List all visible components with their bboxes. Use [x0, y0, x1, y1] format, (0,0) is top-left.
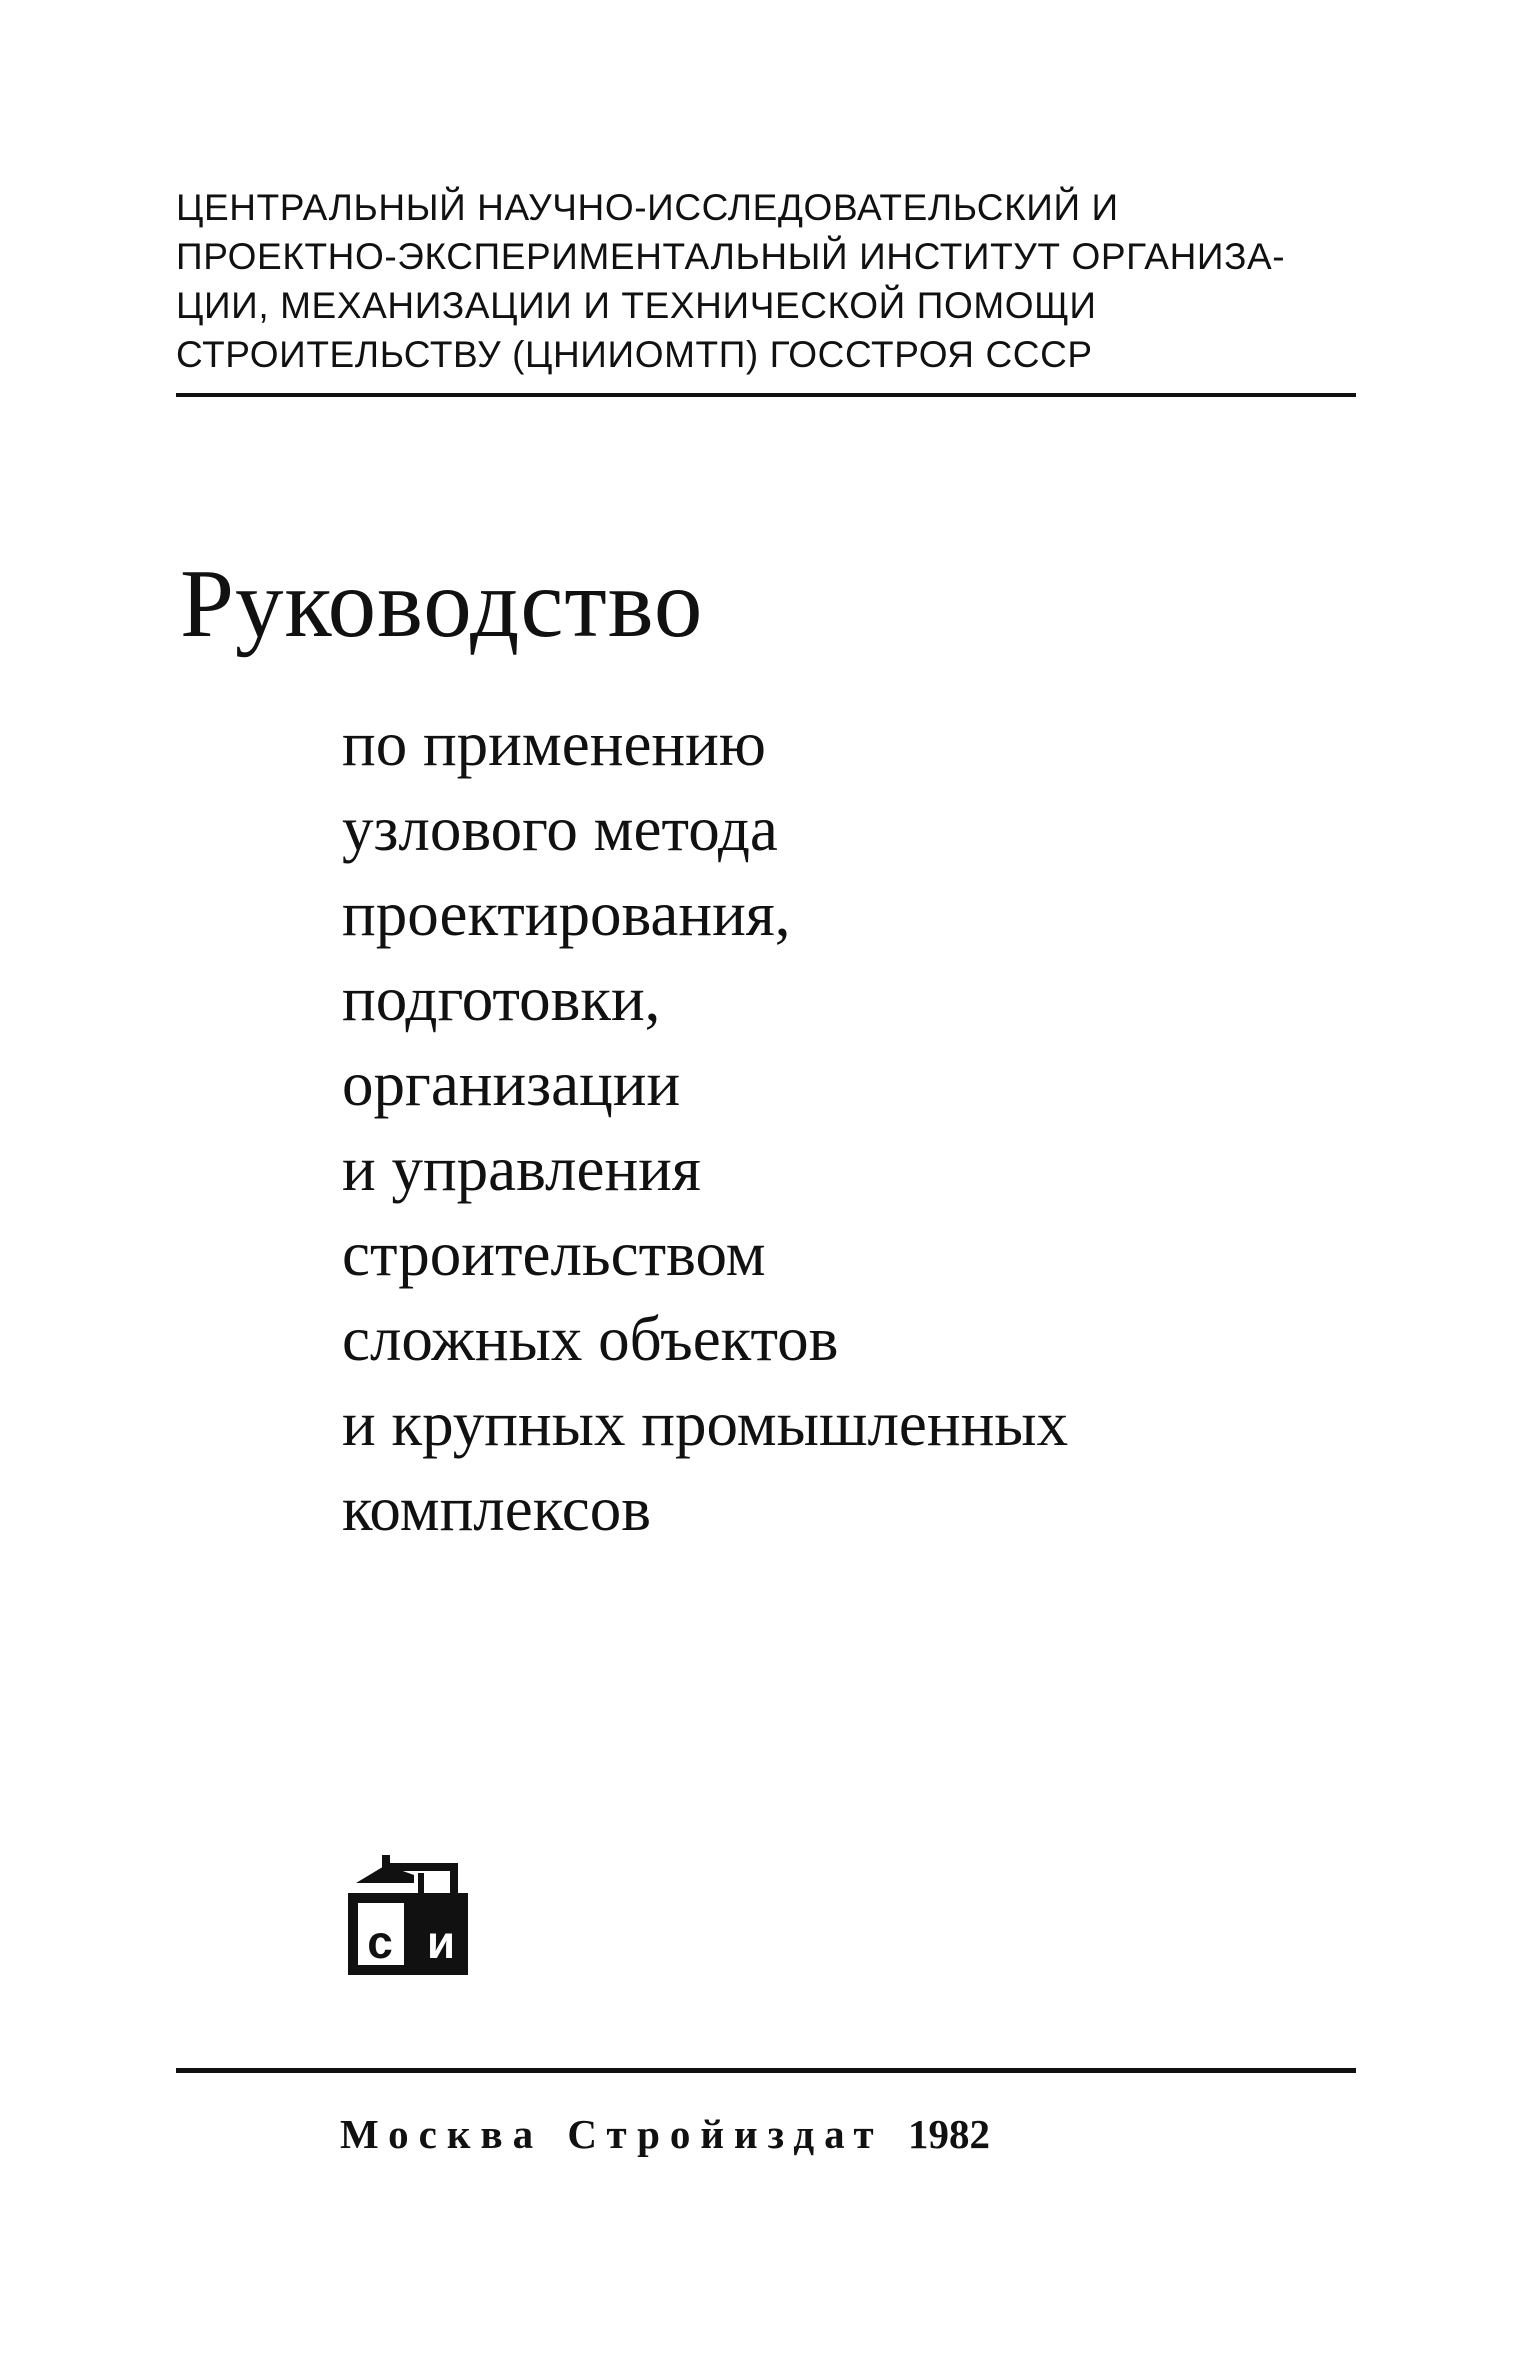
imprint-publisher: Стройиздат — [567, 2111, 884, 2157]
logo-letter: с — [367, 1916, 393, 1968]
institution-line: ПРОЕКТНО-ЭКСПЕРИМЕНТАЛЬНЫЙ ИНСТИТУТ ОРГАНИЗА- — [176, 236, 1286, 277]
subtitle-line: организации — [342, 1049, 681, 1119]
stroyizdat-logo-icon — [342, 1853, 474, 1993]
subtitle-line: строительством — [342, 1219, 766, 1289]
subtitle-line: и крупных промышленных — [342, 1389, 1069, 1459]
imprint-city: Москва — [340, 2111, 544, 2157]
imprint — [340, 2110, 990, 2158]
logo-letter: и — [426, 1916, 456, 1968]
institution-line: СТРОИТЕЛЬСТВУ (ЦНИИОМТП) ГОССТРОЯ СССР — [176, 334, 1093, 375]
institution-header — [176, 183, 1366, 379]
subtitle-line: узлового метода — [342, 794, 778, 864]
subtitle-line: подготовки, — [342, 964, 661, 1034]
subtitle-line: проектирования, — [342, 879, 791, 949]
top-divider — [176, 393, 1356, 397]
subtitle-line: и управления — [342, 1134, 701, 1204]
imprint-year: 1982 — [907, 2111, 990, 2157]
bottom-divider — [176, 2068, 1356, 2073]
institution-line: ЦЕНТРАЛЬНЫЙ НАУЧНО-ИССЛЕДОВАТЕЛЬСКИЙ И — [176, 187, 1119, 228]
book-title: Руководство — [180, 550, 704, 657]
institution-line: ЦИИ, МЕХАНИЗАЦИИ И ТЕХНИЧЕСКОЙ ПОМОЩИ — [176, 285, 1097, 326]
subtitle-line: комплексов — [342, 1474, 651, 1544]
subtitle-line: по применению — [342, 709, 766, 779]
subtitle-line: сложных объектов — [342, 1304, 839, 1374]
book-subtitle — [342, 702, 1068, 1552]
